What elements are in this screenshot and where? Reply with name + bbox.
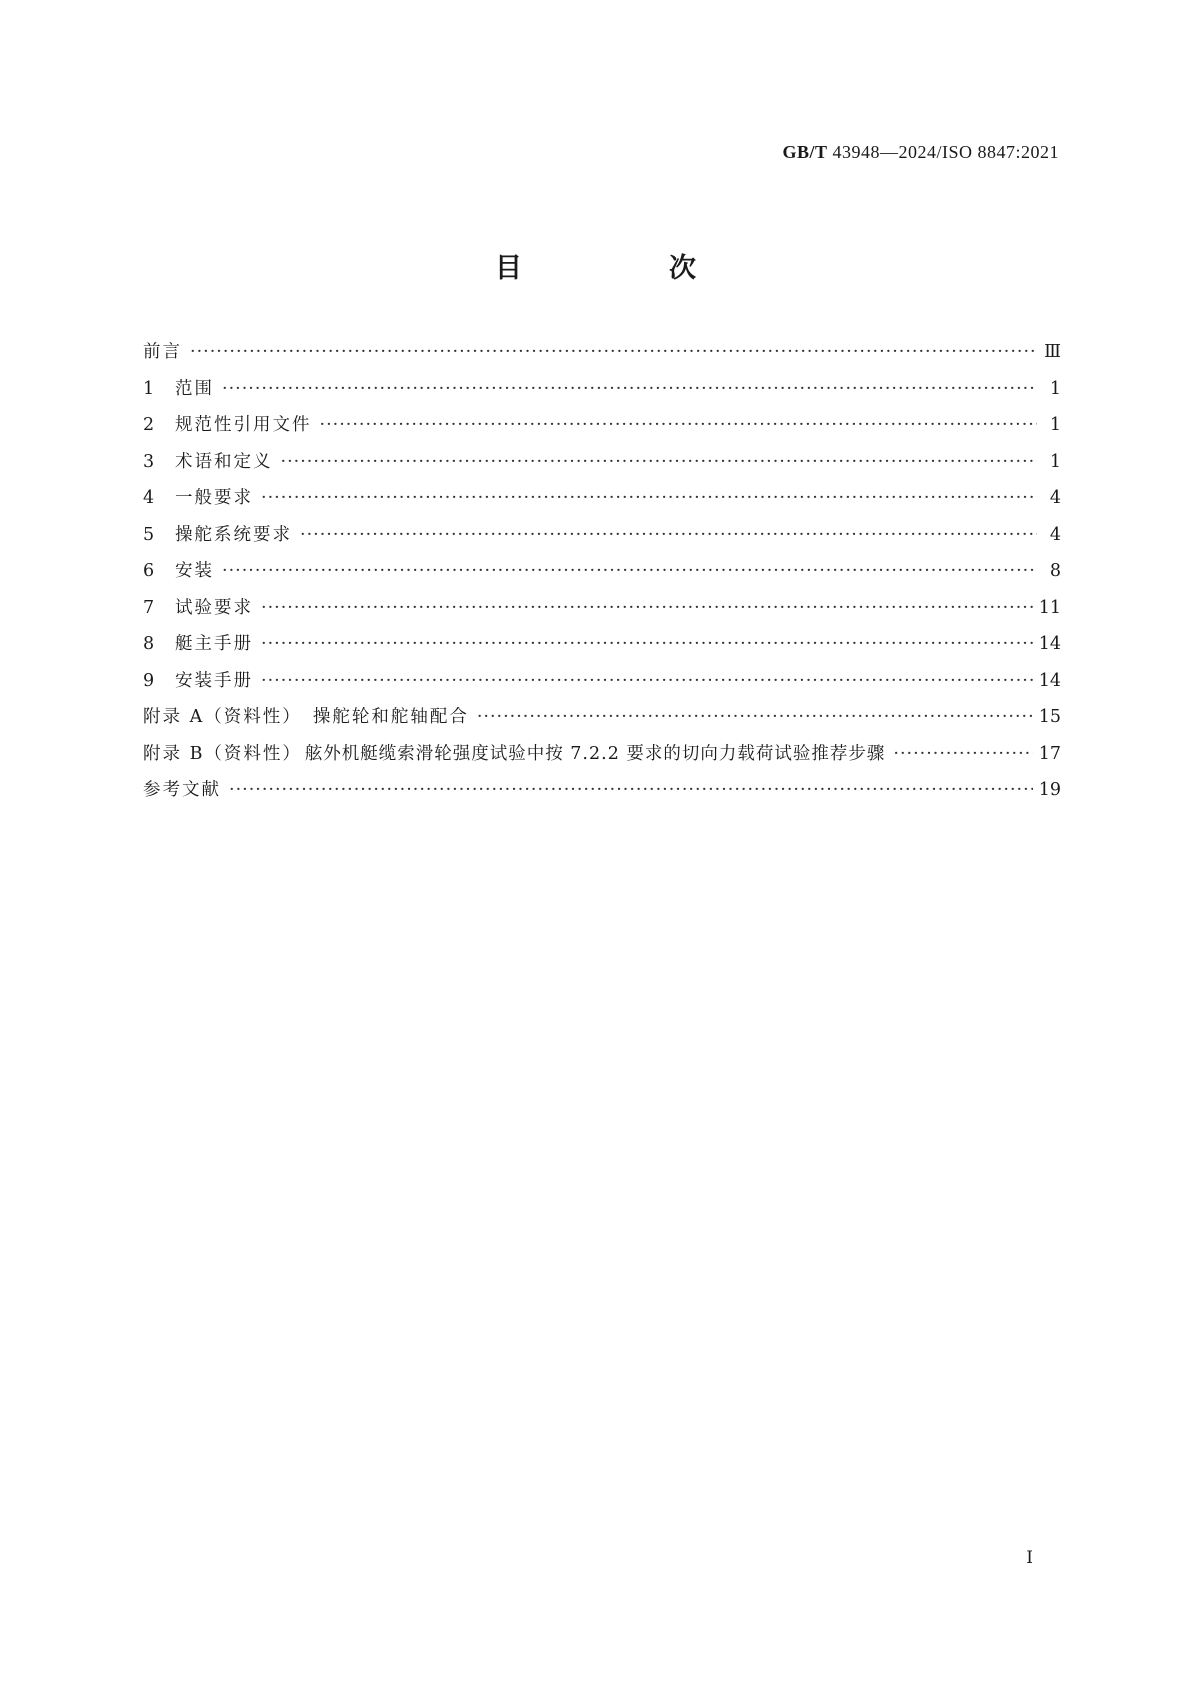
toc-entry-6[interactable] xyxy=(143,557,1061,594)
toc-leader-dots xyxy=(222,379,1037,399)
toc-entry-label: 一般要求 xyxy=(175,488,253,508)
table-of-contents xyxy=(143,338,1061,813)
toc-entry-label: 附录 B（资料性） xyxy=(143,743,302,764)
toc-entry-page: 1 xyxy=(1049,378,1061,399)
toc-entry-page: 1 xyxy=(1049,415,1061,435)
toc-entry-page: 14 xyxy=(1038,670,1061,691)
toc-entry-number: 6 xyxy=(143,561,155,581)
toc-entry-number: 2 xyxy=(143,415,155,435)
toc-entry-page: 4 xyxy=(1049,488,1061,508)
toc-leader-dots xyxy=(261,634,1033,654)
toc-entry-page: 8 xyxy=(1049,561,1061,581)
toc-entry-label: 操舵系统要求 xyxy=(175,524,292,545)
toc-entry-1[interactable] xyxy=(143,375,1061,412)
toc-entry-number: 9 xyxy=(143,670,155,691)
toc-entry-5[interactable] xyxy=(143,521,1061,558)
toc-entry-page: 4 xyxy=(1049,524,1061,545)
page-number: Ⅰ xyxy=(1026,1548,1033,1567)
toc-leader-dots xyxy=(477,707,1033,727)
toc-entry-label: 参考文献 xyxy=(143,780,221,800)
toc-entry-foreword[interactable] xyxy=(143,338,1061,375)
toc-entry-page: 1 xyxy=(1049,451,1061,472)
toc-entry-3[interactable] xyxy=(143,448,1061,485)
toc-entry-page: Ⅲ xyxy=(1044,342,1061,362)
toc-entry-label: 艇主手册 xyxy=(175,634,253,654)
toc-entry-annex-b[interactable] xyxy=(143,740,1061,777)
toc-entry-page: 15 xyxy=(1038,707,1061,727)
toc-entry-number: 5 xyxy=(143,524,155,545)
toc-entry-number: 1 xyxy=(143,378,155,399)
toc-leader-dots xyxy=(320,415,1038,435)
toc-leader-dots xyxy=(261,488,1037,508)
toc-title: 目 次 xyxy=(495,253,756,284)
toc-entry-page: 17 xyxy=(1038,743,1061,764)
toc-entry-sublabel: 舷外机艇缆索滑轮强度试验中按 7.2.2 要求的切向力载荷试验推荐步骤 xyxy=(304,743,886,764)
toc-entry-label: 附录 A（资料性） xyxy=(143,707,302,727)
toc-entry-label: 范围 xyxy=(175,378,214,399)
toc-entry-label: 安装 xyxy=(175,561,214,581)
toc-entry-annex-a[interactable] xyxy=(143,703,1061,740)
toc-entry-number: 7 xyxy=(143,597,155,618)
toc-leader-dots xyxy=(261,598,1033,618)
toc-entry-page: 19 xyxy=(1038,780,1061,800)
toc-entry-7[interactable] xyxy=(143,594,1061,631)
toc-entry-label: 前言 xyxy=(143,342,182,362)
toc-entry-number: 3 xyxy=(143,451,155,472)
standard-code-prefix: GB/T xyxy=(782,142,828,162)
standard-code-number: 43948—2024/ISO 8847:2021 xyxy=(832,142,1059,162)
toc-leader-dots xyxy=(893,744,1032,764)
toc-leader-dots xyxy=(190,342,1037,362)
toc-leader-dots xyxy=(222,561,1037,581)
toc-leader-dots xyxy=(229,780,1033,800)
toc-entry-page: 11 xyxy=(1038,597,1061,618)
toc-entry-number: 8 xyxy=(143,634,155,654)
toc-entry-label: 规范性引用文件 xyxy=(175,415,312,435)
standard-code xyxy=(782,142,1059,163)
toc-entry-sublabel: 操舵轮和舵轴配合 xyxy=(312,707,469,727)
toc-entry-page: 14 xyxy=(1038,634,1061,654)
toc-entry-label: 术语和定义 xyxy=(175,451,273,472)
toc-entry-number: 4 xyxy=(143,488,155,508)
toc-entry-8[interactable] xyxy=(143,630,1061,667)
toc-entry-bibliography[interactable] xyxy=(143,776,1061,813)
toc-leader-dots xyxy=(300,525,1037,545)
toc-entry-4[interactable] xyxy=(143,484,1061,521)
toc-entry-2[interactable] xyxy=(143,411,1061,448)
toc-entry-label: 试验要求 xyxy=(175,597,253,618)
toc-entry-9[interactable] xyxy=(143,667,1061,704)
toc-leader-dots xyxy=(261,671,1033,691)
toc-entry-label: 安装手册 xyxy=(175,670,253,691)
toc-leader-dots xyxy=(281,452,1038,472)
